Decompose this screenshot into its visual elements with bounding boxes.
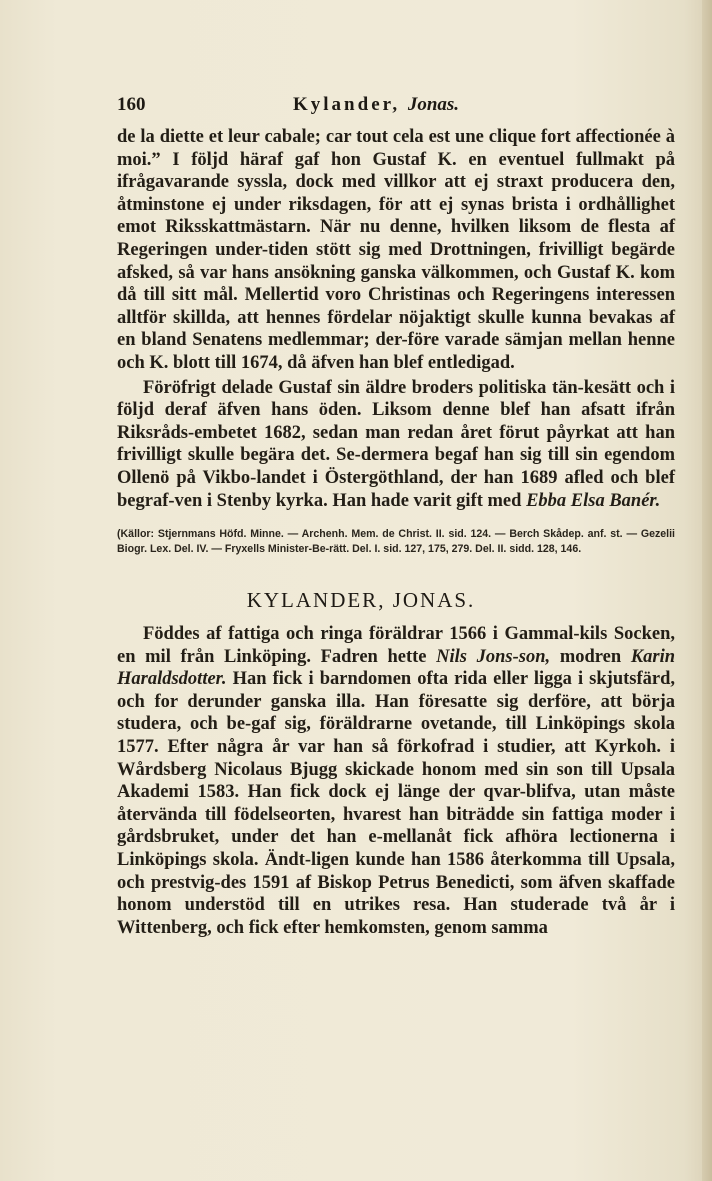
page-number: 160 xyxy=(117,94,146,115)
paragraph-2 xyxy=(117,377,675,513)
father-name: Nils Jons-son, xyxy=(436,646,551,667)
mother-name: Karin Haraldsdotter. xyxy=(117,646,676,690)
paragraph-3-text-3: Han fick i barndomen ofta rida eller ligga i skjutsfärd, och for derunder ganska illa. Han föresatte sig derföre, att börja studera, och be-gaf sig, föräldrarne ovetande, till Linköpings skola 1577. Efter några år var han så förkofrad i studier, att Kyrkoh. i Wårdsberg Nicolaus Bjugg skickade honom med sin son till Upsala Akademi 1583. Han fick dock ej länge der qvar-blifva, utan måste återvända till födelseorten, hvarest han biträdde sin fattiga moder i gårdsbruket, under det han e-mellanåt fick afhöra lectionerna i Linköpings skola. Ändt-ligen kunde han 1586 återkomma till Upsala, och prestvig-des 1591 af Biskop Petrus Benedicti, som äfven skaffade honom understöd till en utrikes resa. Han studerade två år i Wittenberg, och fick efter hemkomsten, genom samma xyxy=(117,669,676,938)
text-block xyxy=(117,94,675,939)
running-head xyxy=(293,94,459,116)
running-head-name: Kylander, xyxy=(293,94,401,115)
paragraph-3 xyxy=(117,623,675,939)
paragraph-1: de la diette et leur cabale; car tout cela est une clique fort affectionée à moi.” I följd häraf gaf hon Gustaf K. en eventuel fullmakt på ifrågavarande syssla, dock med villkor att ej straxt producera den, åtminstone ej under riksdagen, för att ej synas brista i ordhållighet emot Riksskattmästarn. När nu denne, hvilken liksom de flesta af Regeringen under-tiden stött sig med Drottningen, frivilligt begärde afsked, så var hans ansökning ganska välkommen, och Gustaf K. kom då till sitt mål. Mellertid voro Christinas och Regeringens interessen alltför skillda, att hennes fördelar nöjaktigt skulle kunna bevakas af en bland Senatens medlemmar; der-före varade sämjan mellan henne och K. blott till 1674, då äfven han blef entledigad. xyxy=(117,127,675,373)
entry-heading-text: KYLANDER, JONAS. xyxy=(246,588,476,613)
entry-heading xyxy=(117,588,675,613)
running-head-first: Jonas. xyxy=(407,94,460,115)
spouse-name: Ebba Elsa Banér. xyxy=(526,490,661,511)
page-edge xyxy=(702,0,712,1181)
running-header xyxy=(117,94,675,124)
paragraph-3-text-2: modren xyxy=(559,646,622,667)
paragraph-2-text: Föröfrigt delade Gustaf sin äldre broders politiska tän-kesätt och i följd deraf äfven hans öden. Liksom denne blef han afsatt ifrån Riksråds-embetet 1682, sedan man redan året förut påyrkat att han frivilligt skulle begära det. Se-dermera begaf han sig till sin egendom Ollenö på Vikbo-landet i Östergöthland, der han 1689 afled och blef begraf-ven i Stenby kyrka. Han hade varit gift med xyxy=(117,377,675,511)
sources-note: (Källor: Stjernmans Höfd. Minne. — Archenh. Mem. de Christ. II. sid. 124. — Berch Skådep. anf. st. — Gezelii Biogr. Lex. Del. IV. — Fryxells Minister-Be-rätt. Del. I. sid. 127, 175, 279. Del. II. sidd. 128, 146. xyxy=(117,528,675,555)
paragraph-3-text-1: Föddes af fattiga och ringa föräldrar 1566 i Gammal-kils Socken, en mil från Linköping. Fadren hette xyxy=(117,624,675,667)
